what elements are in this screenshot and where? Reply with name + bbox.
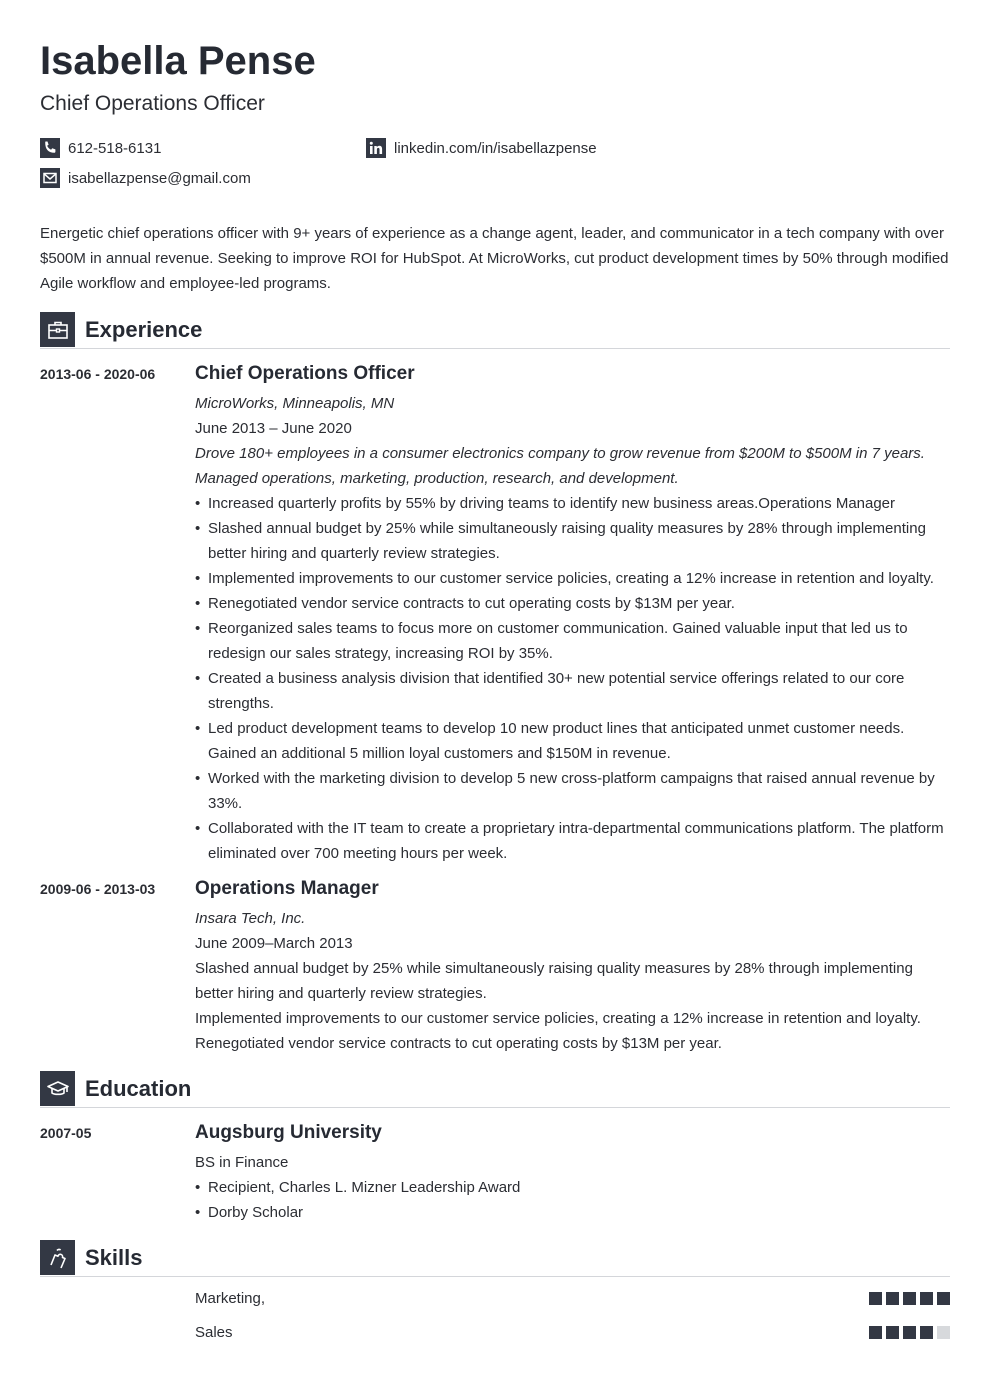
entry-degree: BS in Finance <box>195 1154 289 1171</box>
phone-icon <box>40 138 60 158</box>
entry-school: Augsburg University <box>195 1122 382 1143</box>
entry-position: Operations Manager <box>195 878 379 899</box>
linkedin-text[interactable]: linkedin.com/in/isabellazpense <box>394 139 597 157</box>
entry-company: Insara Tech, Inc. <box>195 910 306 927</box>
list-item: • Reorganized sales teams to focus more on customer communication. Gained valuable input that led us to redesign our sales strategy, increasing ROI by 35%. <box>195 616 950 666</box>
contact-linkedin <box>366 138 597 158</box>
briefcase-icon <box>40 312 75 347</box>
envelope-icon <box>40 168 60 188</box>
entry-dates: 2007-05 <box>40 1125 92 1141</box>
entry-position: Chief Operations Officer <box>195 363 415 384</box>
skill-level-meter <box>865 1292 950 1305</box>
list-item: • Dorby Scholar <box>195 1200 950 1225</box>
entry-line: Slashed annual budget by 25% while simultaneously raising quality measures by 28% through implementing better hiring and quarterly review strategies. <box>195 960 913 1002</box>
list-item: • Recipient, Charles L. Mizner Leadership Award <box>195 1175 950 1200</box>
skill-level-meter <box>865 1326 950 1339</box>
list-item: • Created a business analysis division that identified 30+ new potential service offerings related to our core strengths. <box>195 666 950 716</box>
candidate-name: Isabella Pense <box>40 39 316 83</box>
list-item: • Slashed annual budget by 25% while simultaneously raising quality measures by 28% through implementing better hiring and quarterly review strategies. <box>195 516 950 566</box>
skill-level-square <box>869 1326 882 1339</box>
skill-level-square <box>886 1326 899 1339</box>
skill-level-square <box>937 1292 950 1305</box>
list-item: • Led product development teams to develop 10 new product lines that anticipated unmet customer needs. Gained an additional 5 million loyal customers and $150M in revenue. <box>195 716 950 766</box>
entry-bullets <box>195 491 950 866</box>
email-text[interactable]: isabellazpense@gmail.com <box>68 169 251 187</box>
experience-section-title: Experience <box>85 317 203 342</box>
list-item: • Collaborated with the IT team to create a proprietary intra-departmental communications platform. The platform eliminated over 700 meeting hours per week. <box>195 816 950 866</box>
skill-row <box>195 1321 950 1345</box>
entry-dates: 2013-06 - 2020-06 <box>40 366 156 382</box>
list-item: • Worked with the marketing division to develop 5 new cross-platform campaigns that raised annual revenue by 33%. <box>195 766 950 816</box>
profile-summary: Energetic chief operations officer with 9+ years of experience as a change agent, leader, and communicator in a tech company with over $500M in annual revenue. Seeking to improve ROI for HubSpot. At MicroWorks, cut product development times by 50% through modified Agile workflow and employee-led programs. <box>40 225 949 292</box>
graduation-cap-icon <box>40 1071 75 1106</box>
phone-text: 612-518-6131 <box>68 139 162 157</box>
skill-level-square <box>903 1292 916 1305</box>
entry-description: Drove 180+ employees in a consumer electronics company to grow revenue from $200M to $500M in 7 years. Managed operations, marketing, production, research, and development. <box>195 445 925 487</box>
skill-level-square <box>920 1292 933 1305</box>
education-section-title: Education <box>85 1076 192 1101</box>
contact-phone <box>40 138 161 158</box>
list-item: • Renegotiated vendor service contracts to cut operating costs by $13M per year. <box>195 591 950 616</box>
skill-name: Marketing, <box>195 1290 266 1307</box>
entry-period: June 2013 – June 2020 <box>195 420 352 437</box>
education-section-header <box>40 1071 950 1108</box>
skill-level-square <box>869 1292 882 1305</box>
linkedin-icon <box>366 138 386 158</box>
entry-period: June 2009–March 2013 <box>195 935 353 952</box>
entry-company: MicroWorks, Minneapolis, MN <box>195 395 395 412</box>
entry-body <box>195 1122 950 1225</box>
skills-section-title: Skills <box>85 1245 143 1270</box>
skill-row <box>195 1287 950 1311</box>
entry-bullets <box>195 1175 950 1225</box>
entry-dates: 2009-06 - 2013-03 <box>40 881 156 897</box>
skill-level-square <box>937 1326 950 1339</box>
candidate-title: Chief Operations Officer <box>40 92 265 115</box>
skill-level-square <box>920 1326 933 1339</box>
skill-level-square <box>886 1292 899 1305</box>
entry-body <box>195 878 950 1056</box>
skill-level-square <box>903 1326 916 1339</box>
list-item: • Implemented improvements to our customer service policies, creating a 12% increase in retention and loyalty. <box>195 566 950 591</box>
contact-email <box>40 168 251 188</box>
entry-line: Implemented improvements to our customer service policies, creating a 12% increase in retention and loyalty. <box>195 1010 921 1027</box>
list-item: • Increased quarterly profits by 55% by driving teams to identify new business areas.Operations Manager <box>195 491 950 516</box>
entry-line: Renegotiated vendor service contracts to cut operating costs by $13M per year. <box>195 1035 722 1052</box>
skill-name: Sales <box>195 1324 233 1341</box>
skills-section-header <box>40 1240 950 1277</box>
puzzle-piece-icon <box>40 1240 75 1275</box>
entry-body <box>195 363 950 866</box>
experience-section-header <box>40 312 950 349</box>
